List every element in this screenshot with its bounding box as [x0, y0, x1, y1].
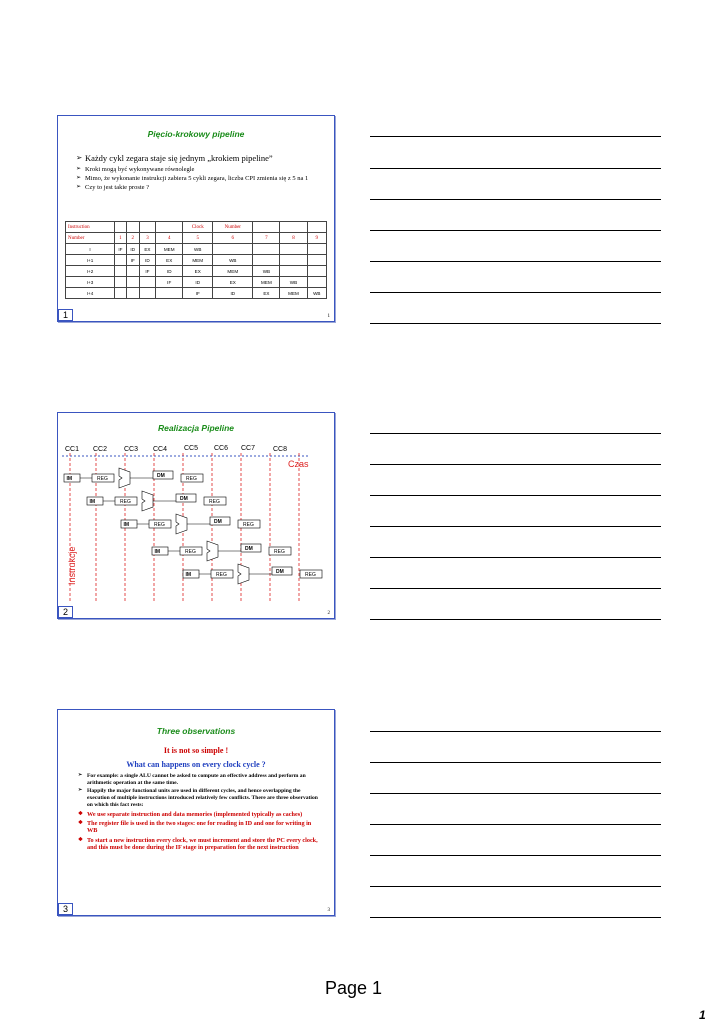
note-line: [370, 464, 661, 465]
cycle-label: CC2: [93, 446, 108, 453]
im-label: IM: [89, 499, 96, 505]
bullet-2: ➢ Happily the major functional units are used in different cycles, and hence overlapping the execution of multiple instructions introduced relatively few conflicts. There are three observation on which this fact rests:: [78, 788, 318, 808]
table-cell: [126, 222, 139, 233]
bullet-3: ➢ Mimo, że wykonanie instrukcji zabiera 5 cykli zegara, liczba CPI zmienia się z 5 na 1: [76, 175, 324, 182]
slide-3-blue-line: What can happens on every clock cycle ?: [126, 760, 266, 769]
slide-corner-number: 1: [327, 314, 330, 319]
table-cell: [307, 244, 326, 255]
table-cell: 9: [307, 233, 326, 244]
bullet-diamond-2: ❖ The register file is used in the two stages: one for reading in ID and one for writing in WB: [78, 820, 318, 835]
reg-label: REG: [186, 476, 197, 482]
slide-1: [57, 115, 335, 322]
table-cell: [115, 266, 127, 277]
cycle-label: CC8: [273, 446, 288, 453]
table-cell: WB: [280, 277, 307, 288]
table-cell: WB: [307, 288, 326, 299]
table-cell: [280, 255, 307, 266]
dm-label: DM: [276, 569, 284, 575]
reg-label: REG: [305, 572, 316, 578]
table-cell: 2: [126, 233, 139, 244]
note-line: [370, 793, 661, 794]
table-cell: [307, 255, 326, 266]
reg-label: REG: [243, 522, 254, 528]
bullet-diamond-3: ❖ To start a new instruction every clock, we must increment and store the PC every clock, and this must be done during the IF stage in preparation for the next instruction: [78, 837, 318, 852]
table-cell: IF: [126, 255, 139, 266]
table-cell: Number: [213, 222, 253, 233]
table-cell: EX: [253, 288, 280, 299]
table-cell: ID: [183, 277, 213, 288]
reg-label: REG: [274, 549, 285, 555]
table-cell: MEM: [280, 288, 307, 299]
cycle-label: CC4: [153, 446, 168, 453]
table-cell: MEM: [213, 266, 253, 277]
reg-label: REG: [209, 499, 220, 505]
table-cell: [139, 277, 156, 288]
table-header-row: [66, 222, 327, 233]
table-cell: [115, 288, 127, 299]
alu-icon: [119, 468, 130, 488]
table-cell: I+1: [66, 255, 115, 266]
reg-label: REG: [97, 476, 108, 482]
page-number: 1: [699, 1008, 706, 1022]
instructions-label: Instrukcje: [67, 546, 77, 585]
table-row: [66, 288, 327, 299]
alu-icon: [207, 541, 218, 561]
bullet-2: ➢ Kroki mogą być wykonywane równolegle: [76, 166, 324, 173]
bullet-main: ➢ Każdy cykl zegara staje się jednym „krokiem pipeline”: [76, 153, 324, 163]
slide-2: [57, 412, 335, 619]
cycle-label: CC5: [184, 445, 199, 452]
table-cell: [126, 277, 139, 288]
cycle-label: CC3: [124, 446, 139, 453]
table-cell: EX: [139, 244, 156, 255]
table-cell: [213, 244, 253, 255]
slide-corner-number: 3: [327, 908, 330, 913]
pipeline-stage-row-3: [121, 514, 260, 534]
table-row: [66, 266, 327, 277]
table-cell: [280, 222, 307, 233]
table-cell: 7: [253, 233, 280, 244]
table-cell: I+2: [66, 266, 115, 277]
table-header-row: [66, 233, 327, 244]
im-label: IM: [185, 572, 192, 578]
note-line: [370, 855, 661, 856]
table-cell: [307, 266, 326, 277]
im-label: IM: [123, 522, 130, 528]
reg-label: REG: [216, 572, 227, 578]
pipeline-stage-row-5: [183, 564, 322, 584]
table-cell: [307, 222, 326, 233]
table-cell: [253, 255, 280, 266]
table-cell: IF: [156, 277, 183, 288]
slide-3-bullets: [78, 773, 318, 852]
table-cell: EX: [183, 266, 213, 277]
note-line: [370, 526, 661, 527]
table-cell: [115, 277, 127, 288]
note-line: [370, 261, 661, 262]
table-cell: IF: [115, 244, 127, 255]
table-cell: [139, 222, 156, 233]
table-cell: 6: [213, 233, 253, 244]
slide-1-title: Pięcio-krokowy pipeline: [147, 129, 245, 139]
slide-corner-number: 2: [327, 611, 330, 616]
table-cell: I+3: [66, 277, 115, 288]
slide-number: 1: [58, 309, 73, 321]
note-line: [370, 917, 661, 918]
table-cell: 5: [183, 233, 213, 244]
reg-label: REG: [120, 499, 131, 505]
slide-3-title: Three observations: [156, 726, 236, 736]
table-cell: ID: [139, 255, 156, 266]
table-cell: MEM: [183, 255, 213, 266]
table-cell: [115, 255, 127, 266]
note-line: [370, 292, 661, 293]
table-cell: [126, 266, 139, 277]
table-cell: 4: [156, 233, 183, 244]
reg-label: REG: [154, 522, 165, 528]
cycle-label: CC1: [65, 446, 80, 453]
reg-label: REG: [185, 549, 196, 555]
note-line: [370, 323, 661, 324]
slide-3-red-line: It is not so simple !: [163, 746, 229, 755]
table-cell: EX: [213, 277, 253, 288]
note-line: [370, 495, 661, 496]
note-line: [370, 136, 661, 137]
table-cell: Clock: [183, 222, 213, 233]
table-cell: [156, 288, 183, 299]
time-label: Czas: [288, 459, 309, 469]
slide-1-bullets: [76, 153, 324, 191]
table-cell: [156, 222, 183, 233]
note-line: [370, 588, 661, 589]
table-cell: WB: [183, 244, 213, 255]
slide-3: [57, 709, 335, 916]
note-line: [370, 168, 661, 169]
alu-icon: [238, 564, 249, 584]
table-row: [66, 255, 327, 266]
table-row: [66, 277, 327, 288]
slide-number: 3: [58, 903, 73, 915]
table-cell: [253, 244, 280, 255]
table-cell: MEM: [253, 277, 280, 288]
table-cell: ID: [213, 288, 253, 299]
page-label: Page 1: [325, 978, 383, 998]
table-cell: WB: [253, 266, 280, 277]
table-cell: 8: [280, 233, 307, 244]
pipeline-stage-row-2: [87, 491, 226, 511]
table-cell: IF: [139, 266, 156, 277]
table-cell: [126, 288, 139, 299]
bullet-diamond-1: ❖ We use separate instruction and data memories (implemented typically as caches): [78, 811, 318, 818]
table-cell: [139, 288, 156, 299]
note-line: [370, 557, 661, 558]
table-cell: [280, 266, 307, 277]
note-line: [370, 230, 661, 231]
im-label: IM: [66, 476, 73, 482]
bullet-1: ➢ For example: a single ALU cannot be asked to compute an effective address and perform an arithmetic operation at the same time.: [78, 773, 318, 786]
note-line: [370, 886, 661, 887]
table-cell: [253, 222, 280, 233]
table-cell: Instruction: [66, 222, 115, 233]
table-row: [66, 244, 327, 255]
dm-label: DM: [245, 546, 253, 552]
slide-number: 2: [58, 606, 73, 618]
table-cell: [115, 222, 127, 233]
table-cell: I+4: [66, 288, 115, 299]
pipeline-diagram: [58, 413, 334, 618]
table-cell: Number: [66, 233, 115, 244]
alu-icon: [176, 514, 187, 534]
slide-2-title: Realizacja Pipeline: [157, 423, 235, 433]
note-line: [370, 433, 661, 434]
dm-label: DM: [157, 473, 165, 479]
note-line: [370, 762, 661, 763]
im-label: IM: [154, 549, 161, 555]
note-line: [370, 619, 661, 620]
note-line: [370, 824, 661, 825]
table-cell: ID: [156, 266, 183, 277]
table-cell: [307, 277, 326, 288]
table-cell: IF: [183, 288, 213, 299]
alu-icon: [142, 491, 153, 511]
cycle-label: CC7: [241, 445, 256, 452]
note-line: [370, 731, 661, 732]
table-cell: ID: [126, 244, 139, 255]
table-cell: MEM: [156, 244, 183, 255]
note-line: [370, 199, 661, 200]
table-cell: EX: [156, 255, 183, 266]
cycle-label: CC6: [214, 445, 229, 452]
pipeline-stage-row-1: [64, 468, 203, 488]
table-cell: [280, 244, 307, 255]
dm-label: DM: [214, 519, 222, 525]
pipeline-table: [65, 221, 327, 299]
table-cell: WB: [213, 255, 253, 266]
bullet-4: ➢ Czy to jest takie proste ?: [76, 184, 324, 191]
table-cell: I: [66, 244, 115, 255]
dm-label: DM: [180, 496, 188, 502]
table-cell: 1: [115, 233, 127, 244]
table-cell: 3: [139, 233, 156, 244]
